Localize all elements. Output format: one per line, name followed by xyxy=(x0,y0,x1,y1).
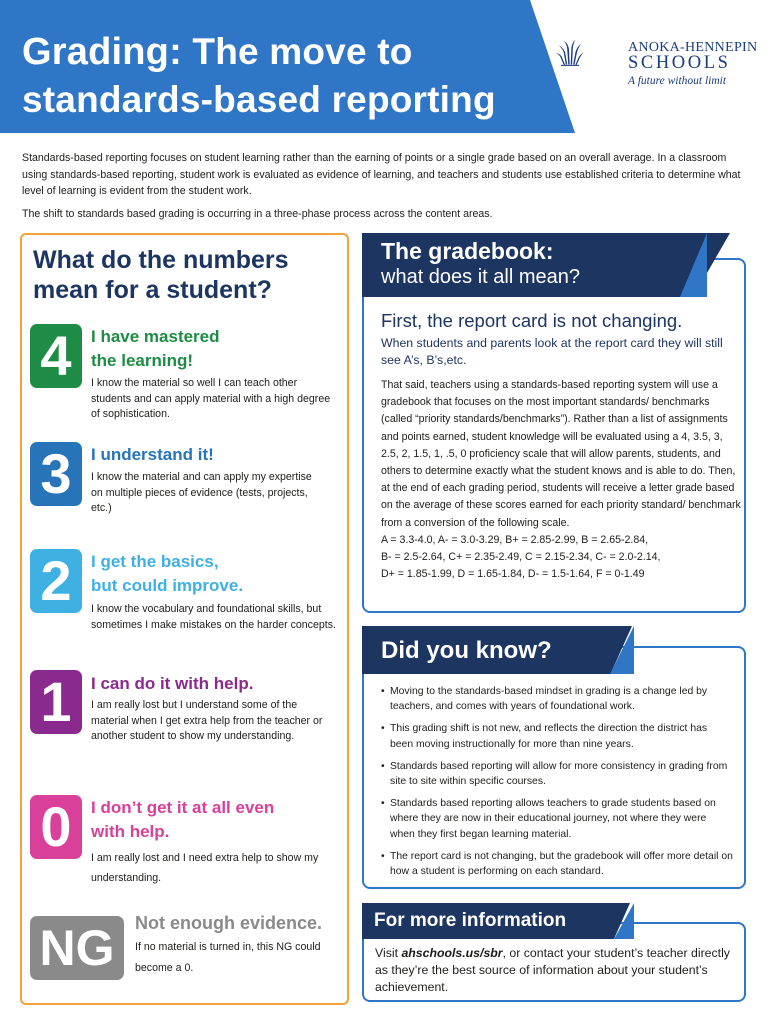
logo-district-name: ANOKA-HENNEPIN xyxy=(628,40,758,55)
level-0-badge: 0 xyxy=(30,795,82,859)
district-logo-icon xyxy=(556,14,626,94)
level-3-title: I understand it! xyxy=(91,445,214,464)
gradebook-body xyxy=(381,377,741,583)
list-item: • Standards based reporting allows teachers to grade students based on where they are now in their educational journey, not where they were when they first began learning material. xyxy=(381,796,733,842)
logo-schools-word: SCHOOLS xyxy=(628,53,731,73)
logo-tagline: A future without limit xyxy=(628,75,727,87)
gradebook-when-line: When students and parents look at the report card they will still see A’s, B’s,etc. xyxy=(381,336,723,367)
intro-paragraph: The shift to standards based grading is occurring in a three-phase process across the content areas. xyxy=(22,207,493,220)
grade-scale-line: B- = 2.5-2.64, C+ = 2.35-2.49, C = 2.15-2.34, C- = 2.0-2.14, xyxy=(381,551,661,564)
level-2-badge: 2 xyxy=(30,549,82,613)
level-ng-badge: NG xyxy=(30,916,124,980)
level-3-description: I know the material and can apply my expertise on multiple pieces of evidence (tests, projects, etc.) xyxy=(91,471,312,514)
website-link[interactable]: ahschools.us/sbr xyxy=(401,946,503,960)
level-2-description: I know the vocabulary and foundational skills, but sometimes I make mistakes on the harder concepts. xyxy=(91,603,336,631)
level-4-badge: 4 xyxy=(30,324,82,388)
page-title: Grading: The move to standards-based reporting xyxy=(22,31,496,120)
list-item: • Moving to the standards-based mindset in grading is a change led by teachers, and comes with years of foundational work. xyxy=(381,684,733,714)
gradebook-banner-text xyxy=(381,237,580,289)
intro-paragraph: Standards-based reporting focuses on student learning rather than the earning of points or a single grade based on an overall average. In a classroom using standards-based reporting, student work is evaluated as evidence of learning, and teachers and students use established criteria to determine what level of learning is evident from the student work. xyxy=(22,152,741,197)
gradebook-first-line: First, the report card is not changing. xyxy=(381,310,683,331)
did-you-know-title: Did you know? xyxy=(381,637,552,664)
gradebook-body-text: That said, teachers using a standards-based reporting system will use a gradebook that focuses on the most important standards/ benchmarks (called “priority standards/benchmarks”). Rather than a list of assignments and points earned, student knowledge will be evaluated using a 4, 3.5, 3, 2.5, 2, 1.5, 1, .5, 0 proficiency scale that will allow parents, students, and others to determine exactly what the student knows and is able to do. Then, at the end of each grading period, students will receive a letter grade based on the average of these scores earned for each priority standard/ benchmark from a conversion of the following scale. xyxy=(381,379,741,529)
level-4-title: I have mastered the learning! xyxy=(91,327,220,370)
level-3-badge: 3 xyxy=(30,442,82,506)
level-0-description: I am really lost and I need extra help to show my understanding. xyxy=(91,852,319,884)
level-2-title: I get the basics, but could improve. xyxy=(91,552,244,595)
intro-text xyxy=(22,150,742,228)
numbers-heading: What do the numbers mean for a student? xyxy=(33,246,289,304)
more-info-title: For more information xyxy=(374,910,567,931)
level-4-description: I know the material so well I can teach other students and can apply material with a high degree of sophistication. xyxy=(91,377,331,420)
level-1-description: I am really lost but I understand some of the material when I get extra help from the teacher or another student to show my understanding. xyxy=(91,699,323,742)
list-item: • Standards based reporting will allow for more consistency in grading from site to site within specific courses. xyxy=(381,759,733,789)
grade-scale-line: A = 3.3-4.0, A- = 3.0-3.29, B+ = 2.85-2.99, B = 2.65-2.84, xyxy=(381,533,649,546)
level-1-badge: 1 xyxy=(30,670,82,734)
grade-scale-line: D+ = 1.85-1.99, D = 1.65-1.84, D- = 1.5-1.64, F = 0-1.49 xyxy=(381,568,645,581)
level-0-title: I don’t get it at all even with help. xyxy=(91,798,275,841)
level-ng-title: Not enough evidence. xyxy=(135,913,323,933)
more-info-text: Visit ahschools.us/sbr, or contact your student’s teacher directly as they’re the best source of information about your student’s achievement. xyxy=(375,946,730,995)
level-ng-description: If no material is turned in, this NG could become a 0. xyxy=(135,941,321,974)
list-item: • The report card is not changing, but the gradebook will offer more detail on how a student is performing on each standard. xyxy=(381,849,733,879)
level-1-title: I can do it with help. xyxy=(91,674,254,693)
did-you-know-list xyxy=(381,684,733,886)
gradebook-title: The gradebook: xyxy=(381,238,554,264)
gradebook-subtitle: what does it all mean? xyxy=(381,266,581,288)
list-item: • This grading shift is not new, and reflects the direction the district has been moving instructionally for more than nine years. xyxy=(381,721,733,751)
